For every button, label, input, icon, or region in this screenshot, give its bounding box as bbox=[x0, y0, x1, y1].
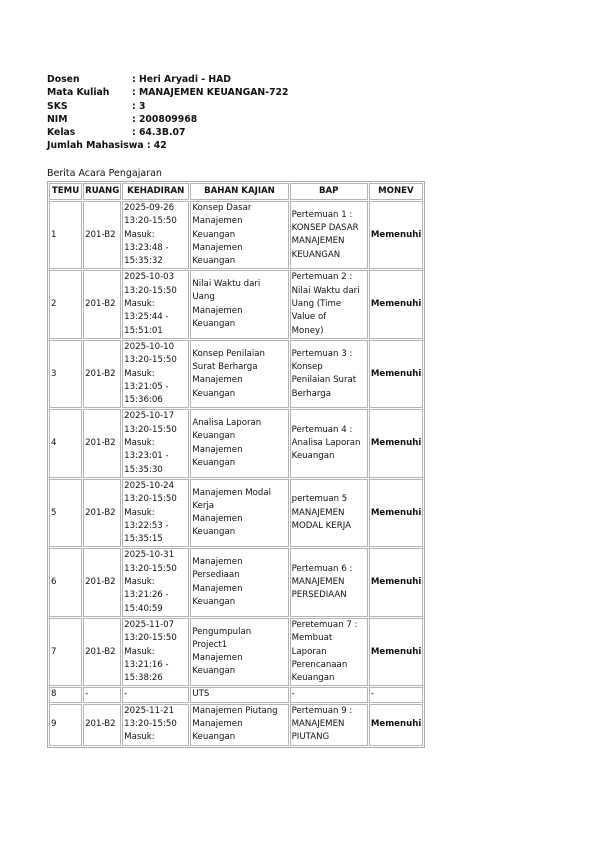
cell-kehadiran-line: 13:21:05 - bbox=[124, 381, 169, 392]
cell-ruang: 201-B2 bbox=[83, 479, 121, 547]
cell-bahan-kajian-line: Manajemen bbox=[192, 514, 243, 525]
cell-kehadiran-line: 13:20-15:50 bbox=[124, 285, 177, 296]
table-row bbox=[49, 409, 423, 477]
table-row bbox=[49, 548, 423, 616]
cell-bap-line: Peretemuan 7 : bbox=[291, 619, 358, 630]
cell-bap-line: Pertemuan 6 : bbox=[291, 563, 353, 574]
table-row bbox=[49, 704, 423, 746]
cell-kehadiran-line: Masuk: bbox=[124, 507, 155, 518]
cell-bap-line: KONSEP DASAR bbox=[291, 222, 359, 233]
cell-kehadiran-line: 15:35:15 bbox=[124, 534, 163, 545]
cell-kehadiran-line: 13:21:16 - bbox=[124, 659, 169, 670]
cell-kehadiran-line: 13:23:01 - bbox=[124, 451, 169, 462]
table-header-row bbox=[49, 183, 423, 200]
cell-bap bbox=[290, 340, 368, 408]
cell-ruang: 201-B2 bbox=[83, 548, 121, 616]
cell-bap-line: - bbox=[291, 689, 295, 700]
cell-monev: Memenuhi bbox=[369, 548, 423, 616]
cell-bahan-kajian-line: Keuangan bbox=[192, 732, 236, 743]
cell-bahan-kajian bbox=[190, 409, 288, 477]
cell-bap-line: Pertemuan 1 : bbox=[291, 209, 353, 220]
cell-kehadiran-line: 2025-09-26 bbox=[124, 203, 175, 213]
cell-temu: 4 bbox=[49, 409, 82, 477]
cell-temu: 8 bbox=[49, 687, 82, 702]
cell-temu: 7 bbox=[49, 618, 82, 686]
section-title: Berita Acara Pengajaran bbox=[47, 168, 162, 179]
cell-bahan-kajian-line: Manajemen bbox=[192, 444, 243, 455]
cell-bap-line: Penilaian Surat bbox=[291, 375, 357, 386]
cell-bap bbox=[290, 479, 368, 547]
cell-bahan-kajian-line: Keuangan bbox=[192, 527, 236, 538]
cell-kehadiran-line: 13:20-15:50 bbox=[124, 424, 177, 435]
cell-bap-line: PIUTANG bbox=[291, 732, 330, 743]
cell-bap-line: MANAJEMEN bbox=[291, 507, 345, 518]
cell-kehadiran bbox=[122, 548, 189, 616]
cell-bahan-kajian-line: Kerja bbox=[192, 500, 215, 511]
info-row bbox=[47, 113, 288, 126]
cell-kehadiran-line: 13:20-15:50 bbox=[124, 494, 177, 505]
cell-bahan-kajian-line: Manajemen bbox=[192, 216, 243, 227]
cell-monev: - bbox=[369, 687, 423, 702]
cell-kehadiran-line: 13:20-15:50 bbox=[124, 563, 177, 574]
cell-bahan-kajian-line: Keuangan bbox=[192, 596, 236, 607]
cell-bap-line: Keuangan bbox=[291, 451, 335, 462]
cell-bahan-kajian-line: Surat Berharga bbox=[192, 361, 258, 372]
cell-bahan-kajian bbox=[190, 270, 288, 338]
cell-bahan-kajian-line: Konsep Dasar bbox=[192, 203, 252, 213]
cell-bahan-kajian-line: Keuangan bbox=[192, 388, 236, 399]
cell-temu: 2 bbox=[49, 270, 82, 338]
cell-kehadiran-line: Masuk: bbox=[124, 732, 155, 743]
table-row bbox=[49, 340, 423, 408]
cell-kehadiran bbox=[122, 704, 189, 746]
cell-bap-line: PERSEDIAAN bbox=[291, 590, 347, 601]
info-row bbox=[47, 73, 288, 86]
cell-bahan-kajian-line: Keuangan bbox=[192, 229, 236, 240]
cell-bap-line: Money) bbox=[291, 325, 324, 336]
cell-bap-line: MODAL KERJA bbox=[291, 520, 351, 531]
cell-kehadiran bbox=[122, 201, 189, 269]
cell-bahan-kajian-line: Manajemen bbox=[192, 375, 243, 386]
cell-kehadiran-line: 13:25:44 - bbox=[124, 312, 169, 323]
cell-kehadiran-line: 15:35:32 bbox=[124, 256, 163, 267]
cell-bahan-kajian-line: Keuangan bbox=[192, 666, 236, 677]
cell-bahan-kajian-line: Persediaan bbox=[192, 570, 240, 581]
cell-bahan-kajian-line: Manajemen bbox=[192, 718, 243, 729]
cell-ruang: 201-B2 bbox=[83, 409, 121, 477]
cell-bahan-kajian-line: Manajemen Modal bbox=[192, 487, 272, 498]
cell-bap-line: Pertemuan 9 : bbox=[291, 705, 353, 716]
cell-kehadiran bbox=[122, 340, 189, 408]
cell-kehadiran-line: Masuk: bbox=[124, 368, 155, 379]
cell-kehadiran-line: 2025-10-10 bbox=[124, 341, 175, 352]
table-row bbox=[49, 201, 423, 269]
cell-kehadiran-line: 13:20-15:50 bbox=[124, 216, 177, 227]
cell-bap-line: MANAJEMEN bbox=[291, 236, 345, 247]
cell-bahan-kajian-line: Manajemen bbox=[192, 653, 243, 664]
cell-bahan-kajian-line: Keuangan bbox=[192, 319, 236, 330]
cell-kehadiran-line: Masuk: bbox=[124, 577, 155, 588]
cell-monev: Memenuhi bbox=[369, 340, 423, 408]
table-row bbox=[49, 270, 423, 338]
cell-bahan-kajian-line: Project1 bbox=[192, 639, 228, 650]
cell-kehadiran bbox=[122, 687, 189, 702]
info-value: : Heri Aryadi - HAD bbox=[132, 74, 232, 85]
info-row bbox=[47, 126, 288, 139]
cell-bap-line: Keuangan bbox=[291, 673, 335, 684]
cell-ruang: - bbox=[83, 687, 121, 702]
cell-bap bbox=[290, 618, 368, 686]
cell-temu: 1 bbox=[49, 201, 82, 269]
cell-bap bbox=[290, 687, 368, 702]
cell-bap bbox=[290, 548, 368, 616]
cell-ruang: 201-B2 bbox=[83, 340, 121, 408]
cell-bap-line: Konsep bbox=[291, 361, 323, 372]
cell-bahan-kajian bbox=[190, 201, 288, 269]
cell-bap-line: Nilai Waktu dari bbox=[291, 285, 360, 296]
cell-bahan-kajian-line: Manajemen bbox=[192, 557, 243, 568]
col-header-bap: BAP bbox=[290, 183, 368, 200]
info-row bbox=[47, 100, 288, 113]
cell-bap bbox=[290, 704, 368, 746]
cell-monev: Memenuhi bbox=[369, 201, 423, 269]
cell-kehadiran-line: 13:20-15:50 bbox=[124, 355, 177, 366]
cell-temu: 9 bbox=[49, 704, 82, 746]
cell-kehadiran bbox=[122, 270, 189, 338]
cell-kehadiran-line: 15:40:59 bbox=[124, 603, 163, 614]
cell-bap-line: Analisa Laporan bbox=[291, 438, 361, 449]
col-header-bahan-kajian: BAHAN KAJIAN bbox=[190, 183, 288, 200]
cell-bap-line: MANAJEMEN bbox=[291, 577, 345, 588]
cell-monev: Memenuhi bbox=[369, 409, 423, 477]
cell-bap-line: Pertemuan 2 : bbox=[291, 272, 353, 283]
cell-kehadiran-line: 15:51:01 bbox=[124, 325, 163, 336]
cell-bap-line: Pertemuan 4 : bbox=[291, 424, 353, 435]
cell-bap bbox=[290, 201, 368, 269]
cell-kehadiran-line: 15:36:06 bbox=[124, 395, 163, 406]
cell-bahan-kajian-line: Keuangan bbox=[192, 457, 236, 468]
cell-ruang: 201-B2 bbox=[83, 270, 121, 338]
cell-ruang: 201-B2 bbox=[83, 201, 121, 269]
cell-ruang: 201-B2 bbox=[83, 618, 121, 686]
col-header-kehadiran: KEHADIRAN bbox=[122, 183, 189, 200]
cell-kehadiran-line: 15:35:30 bbox=[124, 464, 163, 475]
info-label: Kelas bbox=[47, 127, 76, 139]
jumlah-mahasiswa: Jumlah Mahasiswa : 42 bbox=[47, 140, 167, 152]
cell-kehadiran-line: 2025-11-21 bbox=[124, 705, 175, 716]
cell-bap-line: Perencanaan bbox=[291, 659, 348, 670]
cell-bahan-kajian-line: Manajemen bbox=[192, 583, 243, 594]
cell-kehadiran-line: 2025-11-07 bbox=[124, 619, 175, 630]
cell-temu: 5 bbox=[49, 479, 82, 547]
cell-bap-line: Value of bbox=[291, 312, 327, 323]
info-value: : 64.3B.07 bbox=[132, 127, 186, 139]
cell-bahan-kajian bbox=[190, 548, 288, 616]
cell-kehadiran-line: 2025-10-17 bbox=[124, 411, 175, 422]
cell-kehadiran-line: Masuk: bbox=[124, 299, 155, 310]
cell-kehadiran-line: Masuk: bbox=[124, 646, 155, 657]
cell-kehadiran-line: 2025-10-31 bbox=[124, 550, 175, 561]
table-row bbox=[49, 687, 423, 702]
cell-kehadiran-line: 13:22:53 - bbox=[124, 520, 169, 531]
cell-monev: Memenuhi bbox=[369, 704, 423, 746]
cell-kehadiran-line: Masuk: bbox=[124, 438, 155, 449]
cell-ruang: 201-B2 bbox=[83, 704, 121, 746]
table-row bbox=[49, 479, 423, 547]
info-label: SKS bbox=[47, 100, 68, 112]
cell-bahan-kajian-line: Manajemen bbox=[192, 242, 243, 253]
cell-bahan-kajian-line: Pengumpulan bbox=[192, 626, 252, 637]
cell-monev: Memenuhi bbox=[369, 270, 423, 338]
info-row bbox=[47, 86, 288, 99]
info-value: : 3 bbox=[132, 100, 146, 112]
cell-bahan-kajian-line: Analisa Laporan bbox=[192, 418, 262, 429]
cell-bahan-kajian-line: Manajemen Piutang bbox=[192, 705, 278, 716]
cell-bahan-kajian-line: Uang bbox=[192, 292, 215, 303]
col-header-temu: TEMU bbox=[49, 183, 82, 200]
info-label: NIM bbox=[47, 113, 68, 125]
cell-monev: Memenuhi bbox=[369, 618, 423, 686]
info-label: Mata Kuliah bbox=[47, 87, 110, 99]
cell-bap bbox=[290, 409, 368, 477]
cell-bap-line: Berharga bbox=[291, 388, 331, 399]
cell-bahan-kajian bbox=[190, 340, 288, 408]
cell-bap-line: KEUANGAN bbox=[291, 249, 341, 260]
info-value: : 200809968 bbox=[132, 113, 198, 125]
cell-temu: 3 bbox=[49, 340, 82, 408]
cell-kehadiran-line: 13:21:26 - bbox=[124, 590, 169, 601]
cell-bahan-kajian-line: Manajemen bbox=[192, 305, 243, 316]
cell-kehadiran-line: 13:20-15:50 bbox=[124, 633, 177, 644]
course-info bbox=[47, 73, 288, 153]
cell-bahan-kajian bbox=[190, 704, 288, 746]
col-header-monev: MONEV bbox=[369, 183, 423, 200]
cell-kehadiran-line: Masuk: bbox=[124, 229, 155, 240]
info-label: Dosen bbox=[47, 74, 80, 85]
cell-kehadiran-line: 13:20-15:50 bbox=[124, 718, 177, 729]
cell-bap-line: Pertemuan 3 : bbox=[291, 348, 353, 359]
col-header-ruang: RUANG bbox=[83, 183, 121, 200]
cell-bahan-kajian-line: Konsep Penilaian bbox=[192, 348, 265, 359]
cell-bap-line: Laporan bbox=[291, 646, 327, 657]
cell-kehadiran-line: 13:23:48 - bbox=[124, 242, 169, 253]
cell-kehadiran-line: - bbox=[124, 689, 128, 700]
cell-temu: 6 bbox=[49, 548, 82, 616]
cell-bahan-kajian bbox=[190, 618, 288, 686]
cell-bap-line: Membuat bbox=[291, 633, 333, 644]
cell-bahan-kajian-line: Keuangan bbox=[192, 431, 236, 442]
cell-kehadiran-line: 15:38:26 bbox=[124, 673, 163, 684]
cell-bap-line: Uang (Time bbox=[291, 299, 342, 310]
cell-bap-line: MANAJEMEN bbox=[291, 718, 345, 729]
cell-kehadiran bbox=[122, 409, 189, 477]
cell-kehadiran bbox=[122, 479, 189, 547]
table-row bbox=[49, 618, 423, 686]
cell-kehadiran-line: 2025-10-03 bbox=[124, 272, 175, 283]
cell-bahan-kajian bbox=[190, 479, 288, 547]
cell-kehadiran-line: 2025-10-24 bbox=[124, 480, 175, 491]
cell-monev: Memenuhi bbox=[369, 479, 423, 547]
info-value: : MANAJEMEN KEUANGAN-722 bbox=[132, 87, 289, 99]
cell-bahan-kajian bbox=[190, 687, 288, 702]
cell-bap-line: pertemuan 5 bbox=[291, 494, 348, 505]
cell-bahan-kajian-line: Keuangan bbox=[192, 256, 236, 267]
cell-bahan-kajian-line: Nilai Waktu dari bbox=[192, 279, 261, 290]
cell-bahan-kajian-line: UTS bbox=[192, 689, 210, 700]
cell-bap bbox=[290, 270, 368, 338]
attendance-table bbox=[47, 181, 425, 748]
cell-kehadiran bbox=[122, 618, 189, 686]
